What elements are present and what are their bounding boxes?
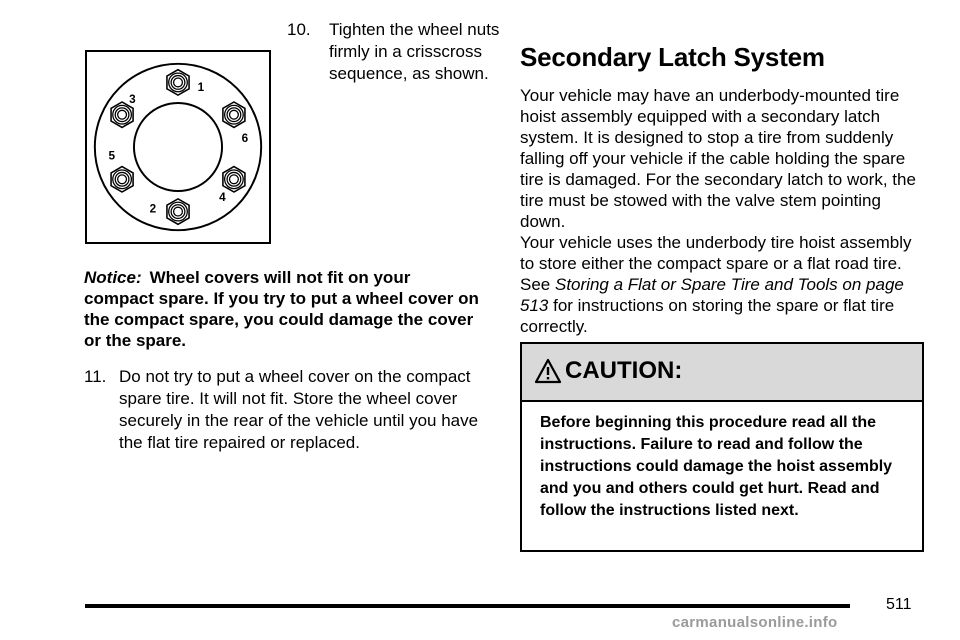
watermark: carmanualsonline.info (672, 614, 838, 631)
caution-header (522, 344, 922, 402)
notice-paragraph (84, 267, 484, 351)
lug-label-2: 2 (149, 202, 157, 216)
lug-nut-icon (111, 167, 133, 192)
caution-title: CAUTION: (565, 357, 683, 384)
step-11 (84, 366, 494, 476)
lug-nut-icon (223, 102, 245, 127)
lug-label-1: 1 (197, 81, 205, 95)
lug-label-4: 4 (219, 190, 226, 204)
step-11-text: Do not try to put a wheel cover on the compact spare tire. It will not fit. Store the wheel cover securely in the rear of the vehicle until you have the flat tire repaired or replaced. (119, 367, 479, 452)
lug-label-3: 3 (129, 92, 136, 106)
wheel-hub-circle (134, 103, 222, 191)
paragraph-2-text-start: Your vehicle uses the underbody tire hoist assembly to store either the compact spare or a flat road tire. See (520, 233, 912, 294)
lug-label-5: 5 (108, 149, 116, 163)
lug-nut-sequence-svg (87, 52, 269, 242)
footer-rule (85, 604, 850, 608)
notice-text: Wheel covers will not fit on your compact spare. If you try to put a wheel cover on the compact spare, you could damage the cover or the spare. (84, 268, 479, 350)
warning-icon (534, 358, 562, 384)
paragraph-2-text-end: for instructions on storing the spare or flat tire correctly. (520, 296, 895, 336)
caution-box (520, 342, 924, 552)
page-number: 511 (886, 596, 912, 613)
step-10 (287, 19, 502, 129)
wheel-lug-nut-diagram (85, 50, 271, 244)
section-title: Secondary Latch System (520, 42, 825, 72)
lug-nut-icon (167, 199, 189, 224)
cross-reference-link[interactable]: Storing a Flat or Spare Tire and Tools on page 513 (520, 275, 904, 315)
step-11-number: 11. (84, 367, 107, 386)
caution-text: Before beginning this procedure read all the instructions. Failure to read and follow the instructions could damage the hoist assembly and you and others could get hurt. Read and follow the instructions listed next. (540, 414, 893, 519)
section-paragraph-1: Your vehicle may have an underbody-mounted tire hoist assembly equipped with a secondary latch system. It is designed to stop a tire from suddenly falling off your vehicle if the cable holding the spare tire is damaged. For the secondary latch to work, the tire must be stowed with the valve stem pointing down. (520, 86, 916, 231)
step-10-text: Tighten the wheel nuts firmly in a crisscross sequence, as shown. (329, 20, 500, 83)
lug-nut-icon (167, 70, 189, 95)
lug-nut-icon (223, 167, 245, 192)
section-paragraph-2 (520, 232, 930, 337)
lug-label-6: 6 (241, 132, 249, 146)
step-10-number: 10. (287, 20, 311, 39)
notice-label: Notice: (84, 268, 142, 287)
